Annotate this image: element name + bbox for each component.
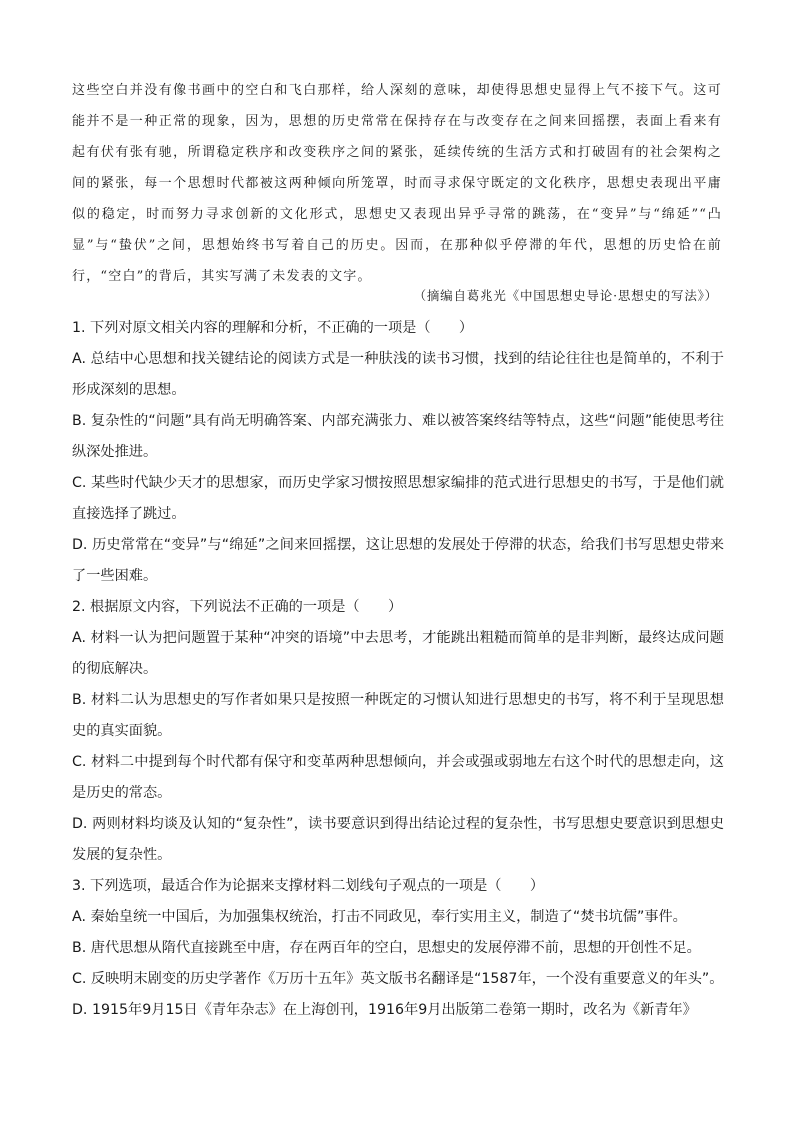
question-1 bbox=[72, 313, 724, 592]
option-a: A. 材料一认为把问题置于某种“冲突的语境”中去思考，才能跳出粗糙而简单的是非判断，最终达成问题的彻底解决。 bbox=[72, 630, 724, 677]
option-a: A. 总结中心思想和找关键结论的阅读方式是一种肤浅的读书习惯，找到的结论往往也是简单的，不利于形成深刻的思想。 bbox=[72, 351, 724, 398]
option-c: C. 某些时代缺少天才的思想家，而历史学家习惯按照思想家编排的范式进行思想史的书写，于是他们就直接选择了跳过。 bbox=[72, 475, 724, 522]
question-3 bbox=[72, 871, 724, 1026]
source-citation: （摘编自葛兆光《中国思想史导论·思想史的写法》） bbox=[413, 288, 718, 303]
option-a: A. 秦始皇统一中国后，为加强集权统治，打击不同政见，奉行实用主义，制造了“焚书坑儒”事件。 bbox=[72, 909, 687, 925]
question-stem: 1. 下列对原文相关内容的理解和分析，不正确的一项是（ ） bbox=[72, 320, 474, 336]
option-d: D. 两则材料均谈及认知的“复杂性”，读书要意识到得出结论过程的复杂性，书写思想史要意识到思想史发展的复杂性。 bbox=[72, 816, 724, 863]
option-b: B. 复杂性的“问题”具有尚无明确答案、内部充满张力、难以被答案终结等特点，这些“问题”能使思考往纵深处推进。 bbox=[72, 413, 724, 460]
question-2 bbox=[72, 592, 724, 871]
option-d: D. 1915年9月15日《青年杂志》在上海创刊，1916年9月出版第二卷第一期时，改名为《新青年》 bbox=[72, 1002, 697, 1018]
question-stem: 3. 下列选项，最适合作为论据来支撑材料二划线句子观点的一项是（ ） bbox=[72, 878, 545, 894]
question-list bbox=[72, 313, 724, 1026]
option-c: C. 反映明末剧变的历史学著作《万历十五年》英文版书名翻译是“1587年，一个没有重要意义的年头”。 bbox=[72, 971, 724, 987]
option-d: D. 历史常常在“变异”与“绵延”之间来回摇摆，这让思想的发展处于停滞的状态，给我们书写思想史带来了一些困难。 bbox=[72, 537, 724, 584]
option-b: B. 唐代思想从隋代直接跳至中唐，存在两百年的空白，思想史的发展停滞不前，思想的开创性不足。 bbox=[72, 940, 701, 956]
option-b: B. 材料二认为思想史的写作者如果只是按照一种既定的习惯认知进行思想史的书写，将不利于呈现思想史的真实面貌。 bbox=[72, 692, 724, 739]
option-c: C. 材料二中提到每个时代都有保守和变革两种思想倾向，并会或强或弱地左右这个时代的思想走向，这是历史的常态。 bbox=[72, 754, 724, 801]
passage-text: 这些空白并没有像书画中的空白和飞白那样，给人深刻的意味，却使得思想史显得上气不接下气。这可能并不是一种正常的现象，因为，思想的历史常常在保持存在与改变存在之间来回摇摆，表面上看来有起有伏有张有驰，所谓稳定秩序和改变秩序之间的紧张，延续传统的生活方式和打破固有的社会架构之间的紧张，每一个思想时代都被这两种倾向所笼罩，时而寻求保守既定的文化秩序，思想史表现出平庸似的稳定，时而努力寻求创新的文化形式，思想史又表现出异乎寻常的跳荡，在“变异”与“绵延”“凸显”与“蛰伏”之间，思想始终书写着自己的历史。因而，在那种似乎停滞的年代，思想的历史恰在前行，“空白”的背后，其实写满了未发表的文字。 bbox=[72, 83, 722, 284]
question-stem: 2. 根据原文内容，下列说法不正确的一项是（ ） bbox=[72, 599, 403, 615]
